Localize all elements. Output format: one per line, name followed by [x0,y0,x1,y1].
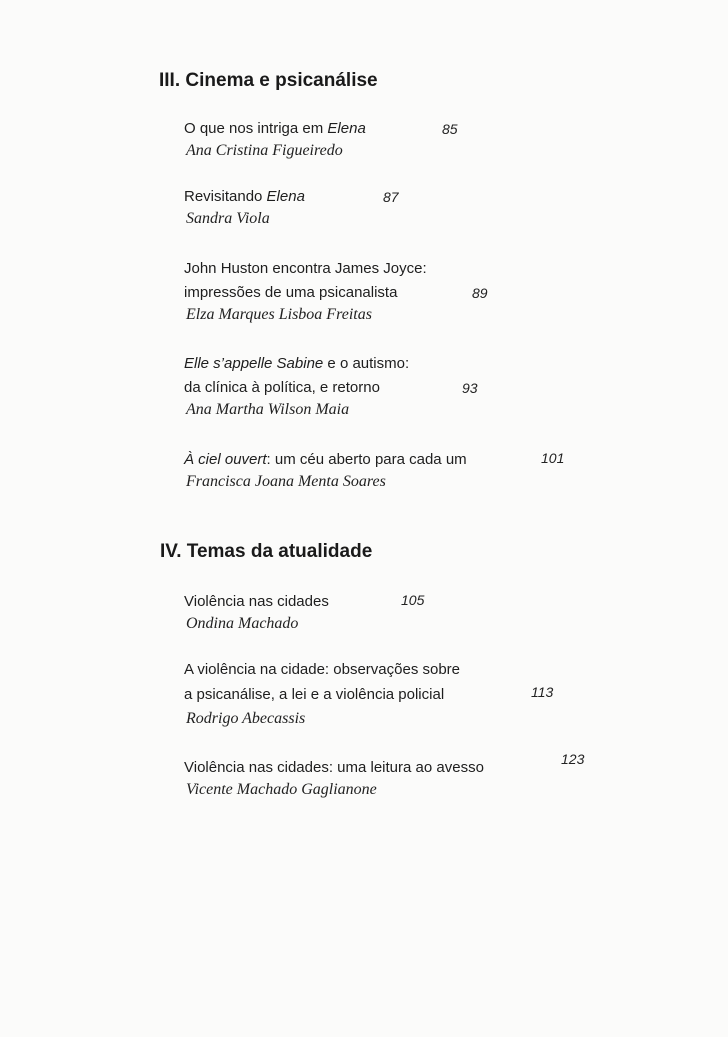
entry-author: Elza Marques Lisboa Freitas [186,306,372,323]
page-number: 101 [541,450,565,466]
section-heading-iii: III. Cinema e psicanálise [159,70,378,91]
entry-title-line-1: A violência na cidade: observações sobre [184,661,461,678]
entry-author: Ana Cristina Figueiredo [186,142,343,159]
entry-title: Violência nas cidades: uma leitura ao avesso [184,759,484,776]
page-number: 123 [561,751,585,767]
entry-title-film: Elena [327,120,366,137]
entry-author: Vicente Machado Gaglianone [186,781,377,798]
entry-author: Francisca Joana Menta Soares [186,473,386,490]
entry-title-film: Elle s’appelle Sabine [184,355,324,372]
page-number: 87 [383,189,399,205]
page-number: 85 [442,121,458,137]
entry-title-line-1: John Huston encontra James Joyce: [184,260,427,277]
entry-title [184,120,366,137]
entry-title-film: Elena [266,188,305,205]
page-number: 89 [472,285,488,301]
entry-title-line-1 [184,355,409,372]
entry-title: Violência nas cidades [184,593,329,610]
entry-title-text: O que nos intriga em [184,120,328,137]
entry-author: Ana Martha Wilson Maia [186,401,350,418]
entry-author: Rodrigo Abecassis [186,710,306,727]
page-number: 113 [531,684,554,700]
entry-title [184,451,467,468]
entry-title-line-2: da clínica à política, e retorno [184,379,380,396]
entry-title [184,188,305,205]
page-number: 93 [462,380,478,396]
entry-title-text: Revisitando [184,188,267,205]
section-heading-iv: IV. Temas da atualidade [160,541,373,562]
entry-title-film: À ciel ouvert [184,451,267,468]
entry-title-text: : um céu aberto para cada um [266,451,467,468]
page-number: 105 [401,592,425,608]
entry-author: Ondina Machado [186,615,299,632]
entry-title-line-2: a psicanálise, a lei e a violência policial [184,686,445,703]
entry-title-line-2: impressões de uma psicanalista [184,284,398,301]
entry-author: Sandra Viola [186,210,270,227]
entry-title-text: e o autismo: [323,355,410,372]
